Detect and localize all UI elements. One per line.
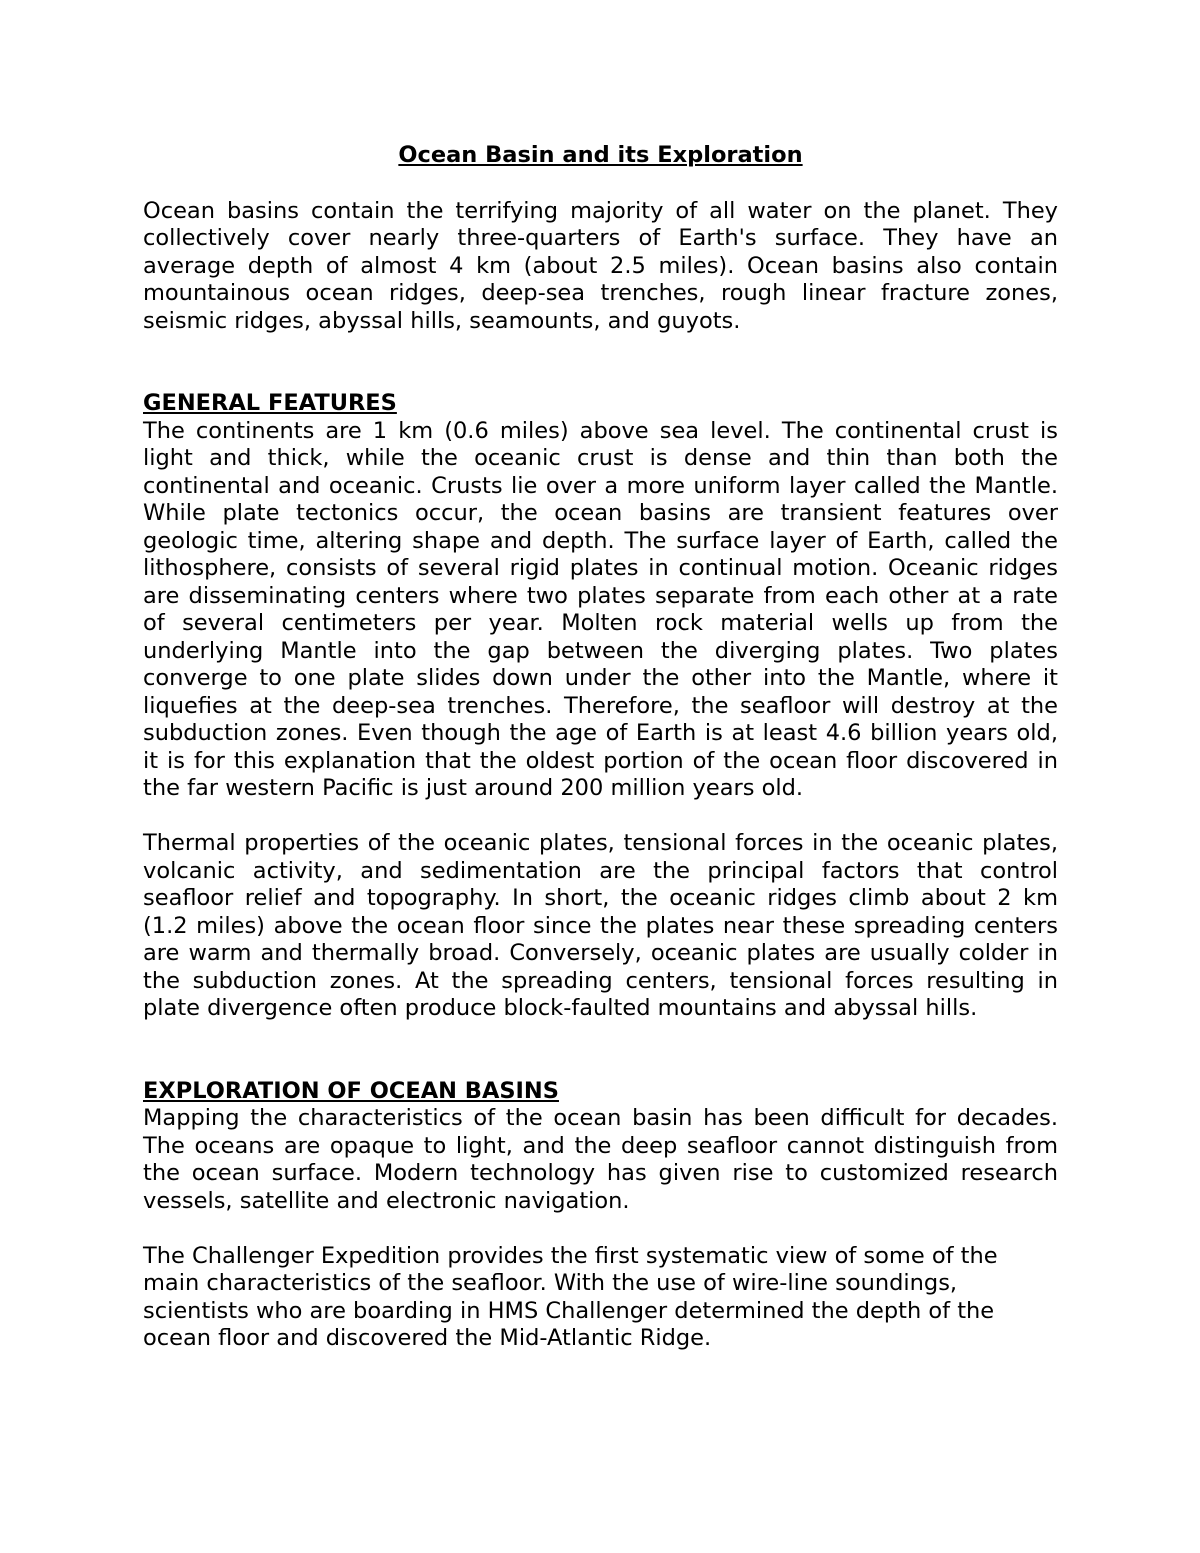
general-features-paragraph-2: Thermal properties of the oceanic plates, tensional forces in the oceanic plates, volcanic activity, and sedimentation are the principal factors that control seafloor relief and topography. In short, the oceanic ridges climb about 2 km (1.2 miles) above the ocean floor since the plates near these spreading centers are warm and thermally broad. Conversely, oceanic plates are usually colder in the subduction zones. At the spreading centers, tensional forces resulting in plate divergence often produce block-faulted mountains and abyssal hills. [143,830,1058,1021]
section-heading-general-features: GENERAL FEATURES [143,390,397,416]
spacer [143,1023,1058,1078]
intro-paragraph: Ocean basins contain the terrifying majority of all water on the planet. They collectively cover nearly three-quarters of Earth's surface. They have an average depth of almost 4 km (about 2.5 miles). Ocean basins also contain mountainous ocean ridges, deep-sea trenches, rough linear fracture zones, seismic ridges, abyssal hills, seamounts, and guyots. [143,197,1058,334]
document-title: Ocean Basin and its Exploration [398,142,803,168]
exploration-paragraph-2: The Challenger Expedition provides the first systematic view of some of the main characteristics of the seafloor. With the use of wire-line soundings, scientists who are boarding in HMS Challenger determined the depth of the ocean floor and discovered the Mid-Atlantic Ridge. [143,1242,998,1351]
general-features-paragraph-1: The continents are 1 km (0.6 miles) above sea level. The continental crust is light and thick, while the oceanic crust is dense and thin than both the continental and oceanic. Crusts lie over a more uniform layer called the Mantle. While plate tectonics occur, the ocean basins are transient features over geologic time, altering shape and depth. The surface layer of Earth, called the lithosphere, consists of several rigid plates in continual motion. Oceanic ridges are disseminating centers where two plates separate from each other at a rate of several centimeters per year. Molten rock material wells up from the underlying Mantle into the gap between the diverging plates. Two plates converge to one plate slides down under the other into the Mantle, where it liquefies at the deep-sea trenches. Therefore, the seafloor will destroy at the subduction zones. Even though the age of Earth is at least 4.6 billion years old, it is for this explanation that the oldest portion of the ocean floor discovered in the far western Pacific is just around 200 million years old. [143,417,1058,801]
exploration-paragraph-1: Mapping the characteristics of the ocean basin has been difficult for decades. The oceans are opaque to light, and the deep seafloor cannot distinguish from the ocean surface. Modern technology has given rise to customized research vessels, satellite and electronic navigation. [143,1105,1058,1214]
document-page [143,140,1058,1353]
spacer [143,335,1058,390]
section-heading-exploration: EXPLORATION OF OCEAN BASINS [143,1077,559,1104]
spacer [143,1215,1058,1243]
spacer [143,803,1058,831]
